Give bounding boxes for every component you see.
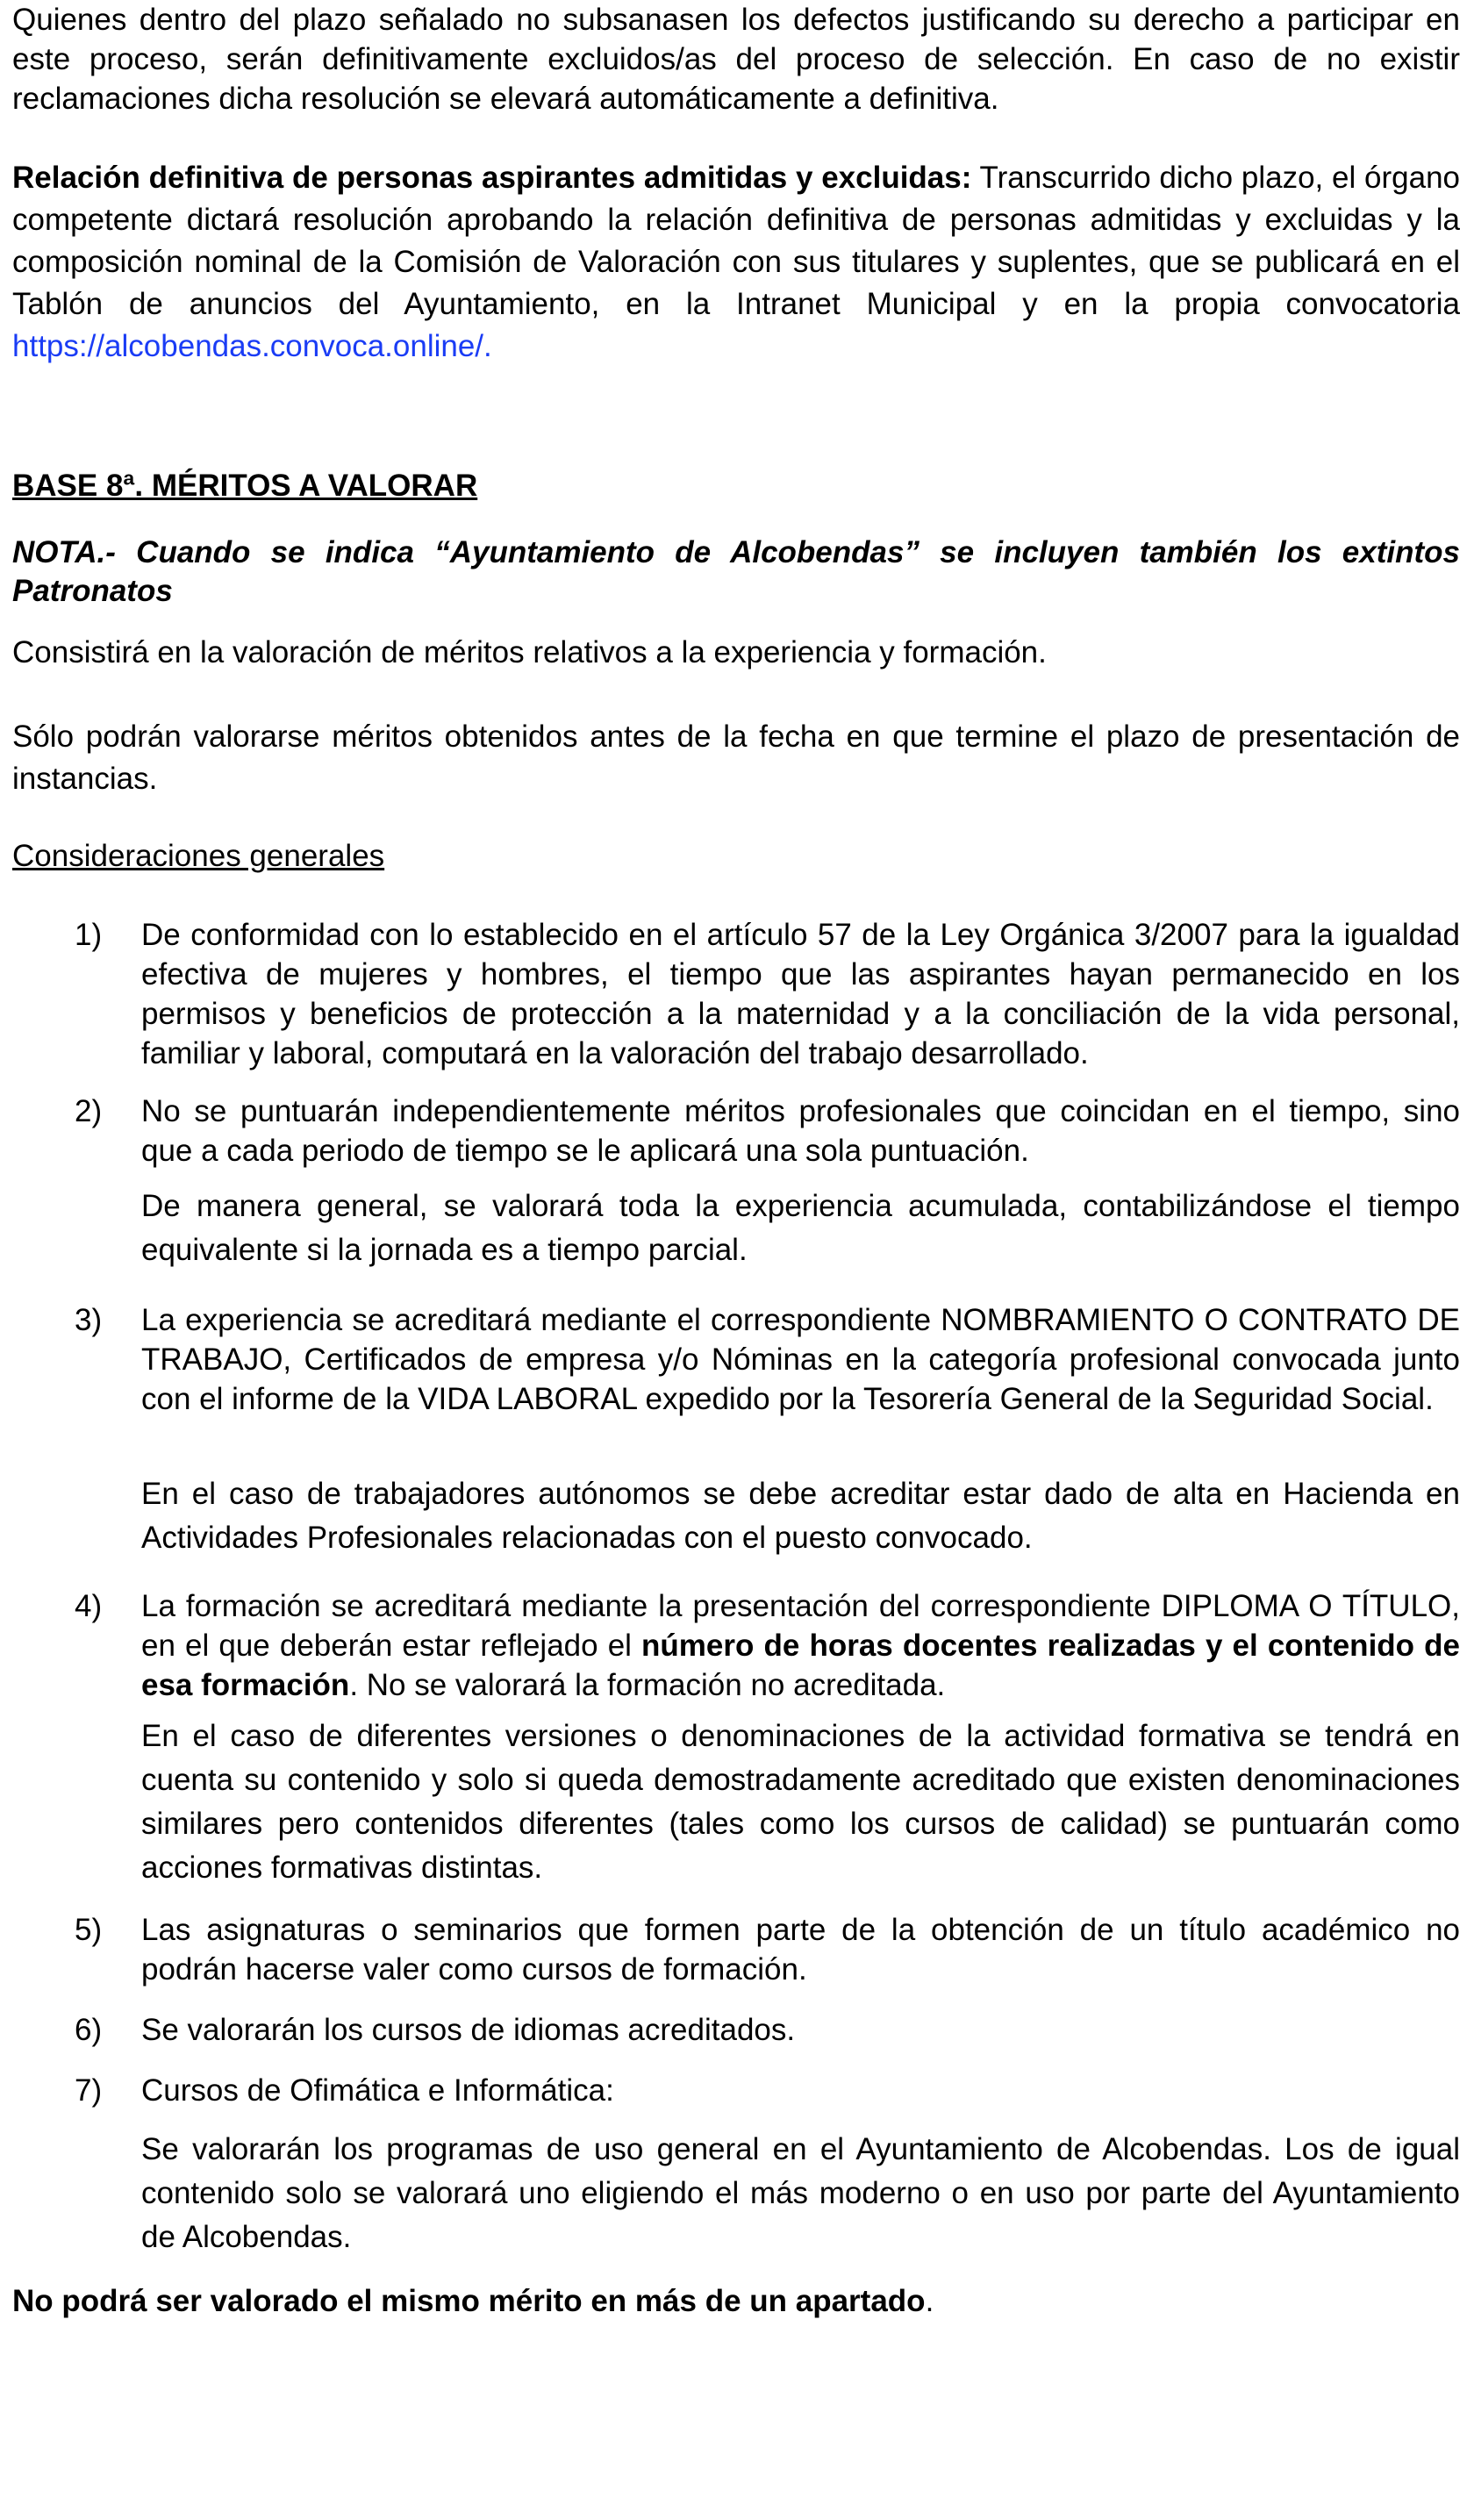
list-item-text-end: . No se valorará la formación no acreditada. bbox=[349, 1668, 946, 1702]
convocatoria-link[interactable]: https://alcobendas.convoca.online/. bbox=[12, 329, 492, 363]
closing-statement-bold: No podrá ser valorado el mismo mérito en más de un apartado bbox=[12, 2284, 926, 2318]
nota-paragraph: NOTA.- Cuando se indica “Ayuntamiento de Alcobendas” se incluyen también los extintos Patronatos bbox=[12, 535, 1460, 608]
list-item-subparagraph: Se valorarán los programas de uso general en el Ayuntamiento de Alcobendas. Los de igual contenido solo se valorará uno eligiendo el más moderno o en uso por parte del Ayuntamiento de Alcobendas. bbox=[141, 2132, 1460, 2254]
list-item-number: 1) bbox=[75, 918, 103, 952]
list-item-subparagraph: De manera general, se valorará toda la experiencia acumulada, contabilizándose el tiempo equivalente si la jornada es a tiempo parcial. bbox=[141, 1189, 1460, 1267]
definitive-list-text: Transcurrido dicho plazo, el órgano competente dictará resolución aprobando la relación definitiva de personas admitidas y excluidas y la composición nominal de la Comisión de Valoración con sus titulares y suplentes, que se publicará en el Tablón de anuncios del Ayuntamiento, en la Intranet Municipal y en la propia convocatoria bbox=[12, 161, 1460, 321]
list-item-text: De conformidad con lo establecido en el artículo 57 de la Ley Orgánica 3/2007 para la igualdad efectiva de mujeres y hombres, el tiempo que las aspirantes hayan permanecido en los permisos y beneficios de protección a la maternidad y a la conciliación de la vida personal, familiar y laboral, computará en la valoración del trabajo desarrollado. bbox=[141, 918, 1460, 1070]
list-item-text: La experiencia se acreditará mediante el correspondiente NOMBRAMIENTO O CONTRATO DE TRABAJO, Certificados de empresa y/o Nóminas en la categoría profesional convocada junto con el informe de la VIDA LABORAL expedido por la Tesorería General de la Seguridad Social. bbox=[141, 1303, 1460, 1416]
list-item-number: 6) bbox=[75, 2013, 103, 2047]
list-item-number: 5) bbox=[75, 1913, 103, 1947]
definitive-list-paragraph bbox=[12, 157, 1460, 368]
list-item-text-start: La formación se acreditará mediante la presentación del correspondiente DIPLOMA O TÍTULO, en el que deberán estar reflejado el bbox=[141, 1589, 1460, 1663]
list-item-number: 2) bbox=[75, 1094, 103, 1128]
base8-deadline-note: Sólo podrán valorarse méritos obtenidos antes de la fecha en que termine el plazo de presentación de instancias. bbox=[12, 719, 1460, 796]
list-item-number: 7) bbox=[75, 2073, 103, 2108]
list-item bbox=[12, 2010, 1460, 2050]
list-item-text: No se puntuarán independientemente méritos profesionales que coincidan en el tiempo, sino que a cada periodo de tiempo se le aplicará una sola puntuación. bbox=[141, 1094, 1460, 1168]
list-item-text: Cursos de Ofimática e Informática: bbox=[141, 2073, 614, 2108]
list-item bbox=[12, 2071, 1460, 2110]
closing-statement bbox=[12, 2281, 934, 2321]
list-item bbox=[12, 915, 1460, 1073]
list-item bbox=[12, 1910, 1460, 1989]
list-item-number: 4) bbox=[75, 1589, 103, 1623]
list-item-subparagraph: En el caso de trabajadores autónomos se debe acreditar estar dado de alta en Hacienda en Actividades Profesionales relacionadas con el puesto convocado. bbox=[141, 1477, 1460, 1555]
list-item bbox=[12, 1586, 1460, 1705]
base8-intro: Consistirá en la valoración de méritos relativos a la experiencia y formación. bbox=[12, 635, 1047, 669]
closing-statement-tail: . bbox=[925, 2284, 934, 2318]
intro-paragraph: Quienes dentro del plazo señalado no subsanasen los defectos justificando su derecho a participar en este proceso, serán definitivamente excluidos/as del proceso de selección. En caso de no existir reclamaciones dicha resolución se elevará automáticamente a definitiva. bbox=[12, 3, 1460, 116]
list-item bbox=[12, 1092, 1460, 1171]
list-item-subparagraph: En el caso de diferentes versiones o denominaciones de la actividad formativa se tendrá en cuenta su contenido y solo si queda demostradamente acreditado que existen denominaciones similares pero contenidos diferentes (tales como los cursos de calidad) se puntuarán como acciones formativas distintas. bbox=[141, 1719, 1460, 1885]
list-item bbox=[12, 1300, 1460, 1419]
list-item-text-emphasis: número de horas docentes realizadas y el contenido de esa formación bbox=[141, 1629, 1460, 1702]
considerations-heading: Consideraciones generales bbox=[12, 839, 385, 873]
base8-heading: BASE 8ª. MÉRITOS A VALORAR bbox=[12, 469, 478, 503]
definitive-list-label: Relación definitiva de personas aspirantes admitidas y excluidas: bbox=[12, 161, 972, 195]
list-item-number: 3) bbox=[75, 1303, 103, 1337]
list-item-text: Se valorarán los cursos de idiomas acreditados. bbox=[141, 2013, 796, 2047]
list-item-text bbox=[141, 1586, 1460, 1705]
list-item-text: Las asignaturas o seminarios que formen parte de la obtención de un título académico no podrán hacerse valer como cursos de formación. bbox=[141, 1913, 1460, 1987]
